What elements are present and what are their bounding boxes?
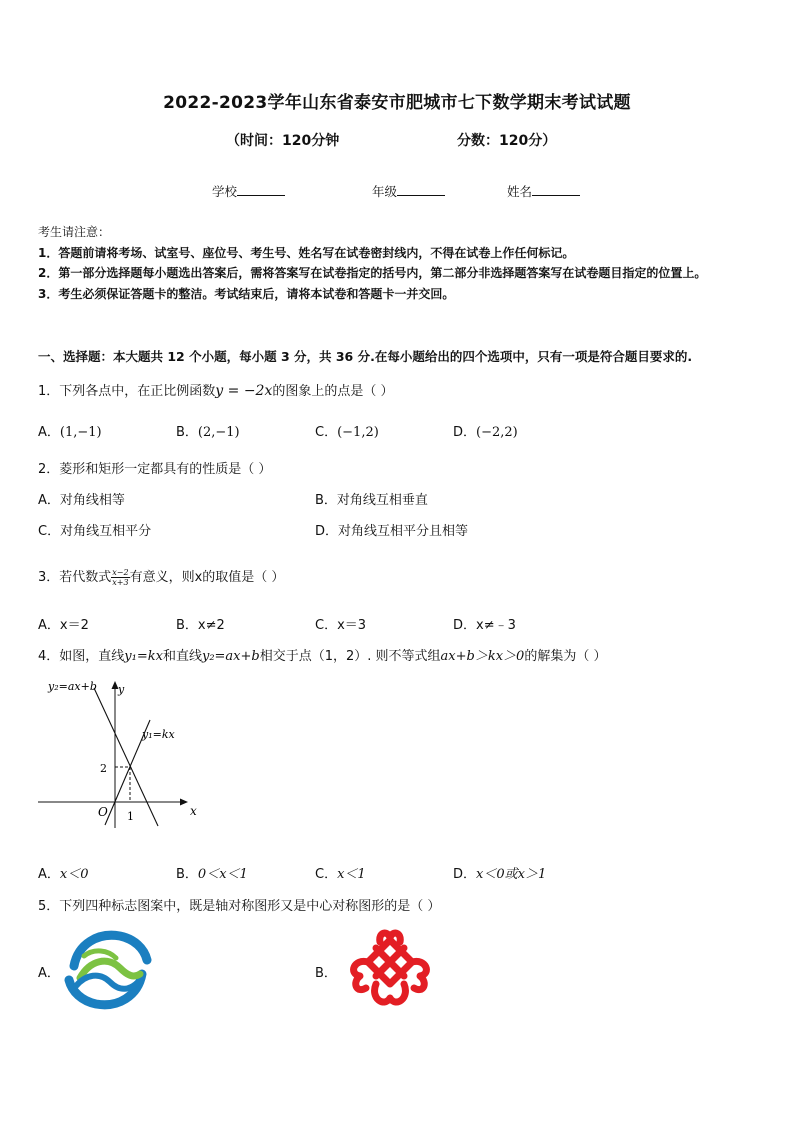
- grade-field[interactable]: [372, 182, 445, 200]
- tick-label-y: 2: [100, 762, 107, 775]
- exam-time: （时间：120分钟: [226, 133, 340, 149]
- q4-line1-eq: y₁=kx: [124, 649, 163, 664]
- notice-block: [38, 222, 760, 304]
- option-label: B．: [315, 493, 337, 508]
- q4-graph: [36, 676, 206, 834]
- grade-label: 年级: [372, 184, 398, 199]
- q3-option-b[interactable]: [176, 614, 225, 633]
- section-heading: 一、选择题：本大题共 12 个小题，每小题 3 分，共 36 分.在每小题给出的四个选项中，只有一项是符合题目要求的.: [38, 349, 693, 364]
- option-value: x＜0: [59, 867, 89, 882]
- option-label: D．: [315, 524, 339, 539]
- name-label: 姓名: [507, 184, 533, 199]
- option-value: 对角线互相平分且相等: [338, 524, 469, 539]
- option-value: x＜1: [337, 867, 366, 882]
- grade-blank[interactable]: [397, 183, 445, 196]
- option-value: 0＜x＜1: [197, 867, 248, 882]
- origin-label: O: [98, 805, 108, 819]
- q4-text-4: 的解集为（ ）: [524, 649, 607, 664]
- knot-right-loop: [412, 961, 426, 989]
- notice-head: 考生请注意：: [38, 225, 111, 239]
- q4-option-a[interactable]: [38, 863, 89, 882]
- option-value: x＝2: [59, 618, 89, 633]
- q2-option-b[interactable]: [315, 489, 428, 508]
- option-label: C．: [315, 867, 338, 882]
- x-axis-label: x: [190, 804, 197, 818]
- option-value: x＝3: [337, 618, 367, 633]
- option-label: C．: [315, 618, 338, 633]
- option-value: 对角线互相垂直: [336, 493, 428, 508]
- question-5: 5．下列四种标志图案中，既是轴对称图形又是中心对称图形的是（ ）: [38, 899, 441, 914]
- option-label: D．: [453, 867, 477, 882]
- school-label: 学校: [212, 184, 238, 199]
- option-value: (2,−1): [197, 425, 240, 440]
- q1-function: y = −2x: [215, 383, 273, 399]
- q4-option-c[interactable]: [315, 863, 366, 882]
- q3-option-c[interactable]: [315, 614, 366, 633]
- option-label: B．: [176, 618, 198, 633]
- q4-option-d[interactable]: [453, 863, 546, 882]
- option-label: B．: [176, 867, 198, 882]
- fraction-denominator: x+3: [112, 578, 129, 587]
- y-axis-label: y: [118, 683, 125, 696]
- option-value: 对角线相等: [59, 493, 125, 508]
- option-value: 对角线互相平分: [60, 524, 152, 539]
- q2-option-d[interactable]: [315, 520, 468, 539]
- knot-top-loop: [380, 933, 401, 942]
- option-label: D．: [453, 618, 477, 633]
- school-blank[interactable]: [237, 183, 285, 196]
- q4-text-2: 和直线: [162, 649, 202, 664]
- option-label: D．: [453, 425, 477, 440]
- q1-text-post: 的图象上的点是（ ）: [272, 384, 394, 399]
- option-label: A．: [38, 618, 60, 633]
- q3-text-pre: 3．若代数式: [38, 570, 112, 585]
- q2-option-a[interactable]: [38, 489, 125, 508]
- q2-option-c[interactable]: [38, 520, 151, 539]
- option-label: C．: [38, 524, 61, 539]
- q1-option-b[interactable]: [176, 421, 240, 440]
- q5-option-a-label: A．: [38, 966, 60, 981]
- option-label: A．: [38, 425, 60, 440]
- notice-item: 3．考生必须保证答题卡的整洁。考试结束后，请将本试卷和答题卡一并交回。: [38, 286, 455, 301]
- line-y2-label: y₂=ax+b: [48, 680, 97, 693]
- option-value: (−1,2): [337, 425, 379, 440]
- q3-option-a[interactable]: [38, 614, 89, 633]
- name-blank[interactable]: [532, 183, 580, 196]
- notice-item: 2．第一部分选择题每小题选出答案后，需将答案写在试卷指定的括号内，第二部分非选择题答案写在试卷题目指定的位置上。: [38, 266, 707, 280]
- q1-option-a[interactable]: [38, 421, 102, 440]
- question-3: [38, 566, 284, 587]
- q4-text-3: 相交于点（1，2）. 则不等式组: [259, 649, 441, 664]
- option-label: C．: [315, 425, 338, 440]
- exam-score: 分数：120分）: [457, 133, 557, 149]
- x-axis-arrow-icon: [180, 799, 188, 806]
- option-label: A．: [38, 867, 60, 882]
- line-y1-label: y₁=kx: [142, 728, 175, 741]
- china-unicom-knot-icon[interactable]: [340, 928, 440, 1014]
- q3-fraction: [111, 568, 129, 587]
- option-value: x≠2: [197, 618, 225, 633]
- q1-option-c[interactable]: [315, 421, 379, 440]
- option-label: B．: [176, 425, 198, 440]
- option-label: A．: [38, 493, 60, 508]
- question-4: [38, 645, 606, 664]
- option-value: (−2,2): [476, 425, 518, 440]
- china-mobile-logo-icon[interactable]: [64, 926, 152, 1014]
- option-value: (1,−1): [59, 425, 102, 440]
- q4-option-b[interactable]: [176, 863, 248, 882]
- q1-text-pre: 1．下列各点中，在正比例函数: [38, 384, 216, 399]
- tick-label-x: 1: [127, 810, 134, 823]
- question-2: 2．菱形和矩形一定都具有的性质是（ ）: [38, 462, 272, 477]
- option-value: x≠﹣3: [476, 618, 516, 633]
- exam-title: 2022-2023学年山东省泰安市肥城市七下数学期末考试试题: [163, 93, 631, 113]
- q1-option-d[interactable]: [453, 421, 518, 440]
- q5-option-b-label: B．: [315, 966, 337, 981]
- q3-option-d[interactable]: [453, 614, 516, 633]
- notice-item: 1．答题前请将考场、试室号、座位号、考生号、姓名写在试卷密封线内，不得在试卷上作任何标记。: [38, 245, 575, 260]
- option-value: x＜0或x＞1: [476, 867, 547, 882]
- logo-wave-green-2: [84, 951, 116, 958]
- name-field[interactable]: [507, 182, 580, 200]
- q4-inequality: ax+b＞kx＞0: [440, 649, 525, 664]
- knot-cross: [376, 948, 404, 976]
- school-field[interactable]: [212, 182, 285, 200]
- question-1: [38, 380, 394, 399]
- q4-text-1: 4．如图，直线: [38, 649, 125, 664]
- fraction-numerator: x−2: [112, 568, 129, 577]
- q3-text-post: 有意义，则x的取值是（ ）: [129, 570, 285, 585]
- knot-left-loop: [354, 961, 368, 989]
- q4-line2-eq: y₂=ax+b: [201, 649, 260, 664]
